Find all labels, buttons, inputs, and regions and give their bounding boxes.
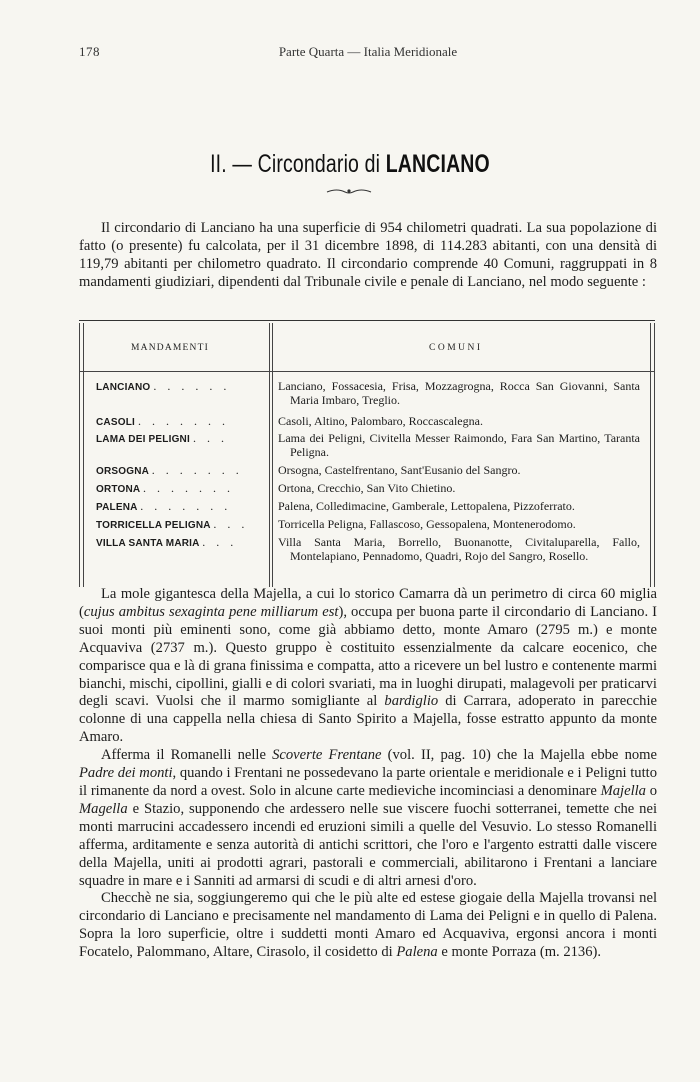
comuni-list: Palena, Colledimacine, Gamberale, Lettopalena, Pizzoferrato. [278, 499, 575, 513]
comuni-list: Ortona, Crecchio, San Vito Chietino. [278, 481, 456, 495]
comuni-list: Casoli, Altino, Palombaro, Roccascalegna. [278, 414, 483, 428]
leader-dots: . . . . . . . [140, 499, 232, 513]
leader-dots: . . . . . . [153, 379, 231, 393]
comuni-list: Torricella Peligna, Fallascoso, Gessopalena, Montenerodomo. [278, 517, 576, 531]
mandamento-name: TORRICELLA PELIGNA [96, 520, 211, 531]
header-mandamenti: MANDAMENTI [131, 343, 209, 353]
leader-dots: . . . . . . . [151, 463, 243, 477]
chapter-title-prefix: II. — Circondario di [210, 150, 386, 178]
mandamenti-table [79, 320, 655, 564]
comuni-list: Lama dei Peligni, Civitella Messer Raimondo, Fara San Martino, Taranta Peligna. [278, 431, 640, 460]
leader-dots: . . . . . . . [142, 481, 234, 495]
mandamento-name: VILLA SANTA MARIA [96, 538, 200, 549]
header-comuni: COMUNI [429, 343, 483, 353]
mandamento-name: LANCIANO [96, 382, 151, 393]
running-title: Parte Quarta — Italia Meridionale [278, 44, 458, 59]
leader-dots: . . . . . . . [137, 414, 229, 428]
comuni-list: Orsogna, Castelfrentano, Sant'Eusanio del Sangro. [278, 463, 521, 477]
comuni-list: Lanciano, Fossacesia, Frisa, Mozzagrogna, Rocca San Giovanni, Santa Maria Imbaro, Treglio. [278, 379, 640, 408]
paragraph-giogaie: Checchè ne sia, soggiungeremo qui che le più alte ed estese giogaie della Majella trovansi nel circondario di Lanciano e precisamente nel mandamento di Lama dei Peligni e in quello di Palena. Sopra la loro superficie, oltre i suddetti monti Amaro ed Acquaviva, ergonsi ancora i monti Focatelo, Palommano, Altare, Cirasolo, il cosidetto di Palena e monte Porraza (m. 2136). [79, 890, 657, 961]
paragraph-majella: La mole gigantesca della Majella, a cui lo storico Camarra dà un perimetro di circa 60 miglia (cujus ambitus sexaginta pene milliarum est), occupa per buona parte il circondario di Lanciano. I suoi monti più eminenti sono, come già abbiamo detto, monte Amaro (2795 m.) e monte Acquaviva (2737 m.). Questo gruppo è costituito essenzialmente da calcare eocenico, che comparisce qua e là di grana finissima e compatta, atto a ricevere un bel lustro e contenente marmi bianchi, mischi, cipollini, gialli e di colori svariati, ma in luoghi dirupati, malagevoli per praticarvi degli scavi. Vuolsi che il marmo somigliante al bardiglio di Carrara, adoperato in parecchie colonne di una cappella nella chiesa di Santo Spirito a Majella, fosse estratto appunto da monte Amaro. [79, 586, 658, 746]
mandamento-name: ORSOGNA [96, 466, 149, 477]
chapter-title [77, 150, 623, 179]
intro-paragraph: Il circondario di Lanciano ha una superficie di 954 chilometri quadrati. La sua popolazione di fatto (o presente) fu calcolata, per il 31 dicembre 1898, di 114.283 abitanti, con una densità di 119,79 abitanti per chilometro quadrato. Il circondario comprende 40 Comuni, raggruppati in 8 mandamenti giudiziari, dipendenti dal Tribunale civile e penale di Lanciano, nel modo seguente : [79, 220, 657, 290]
mandamento-name: CASOLI [96, 417, 135, 428]
paragraph-romanelli: Afferma il Romanelli nelle Scoverte Frentane (vol. II, pag. 10) che la Majella ebbe nome Padre dei monti, quando i Frentani ne possedevano la parte orientale e meridionale e i Peligni tutto il rimanente da nord a ovest. Solo in alcune carte medieviche incominciasi a denominare Majella o Magella e Stazio, supponendo che ardessero nelle sue viscere fuochi sotterranei, temette che nei monti marrucini accadessero incendi ed eruzioni simili a quelle del Vesuvio. Lo stesso Romanelli afferma, arditamente e senza autorità di antichi scrittori, che l'oro e l'argento estratti dalle viscere della Majella, uniti ai prodotti agrari, pastorali e commerciali, abilitarono i Frentani a lanciare squadre in mare e i Sanniti ad armarsi di scudi e di altri arnesi d'oro. [79, 747, 657, 889]
body-paragraphs [79, 586, 657, 962]
ornament-divider-icon [325, 186, 373, 196]
chapter-title-name: LANCIANO [385, 150, 490, 178]
mandamento-name: LAMA DEI PELIGNI [96, 434, 190, 445]
leader-dots: . . . [202, 535, 238, 549]
mandamento-name: ORTONA [96, 484, 140, 495]
leader-dots: . . . [192, 431, 228, 445]
page-number: 178 [79, 44, 100, 59]
mandamento-name: PALENA [96, 502, 138, 513]
table-header-row [79, 323, 655, 372]
leader-dots: . . . [213, 517, 249, 531]
comuni-list: Villa Santa Maria, Borrello, Buonanotte, Civitaluparella, Fallo, Montelapiano, Pennadomo, Quadri, Rojo del Sangro, Rosello. [278, 535, 640, 564]
